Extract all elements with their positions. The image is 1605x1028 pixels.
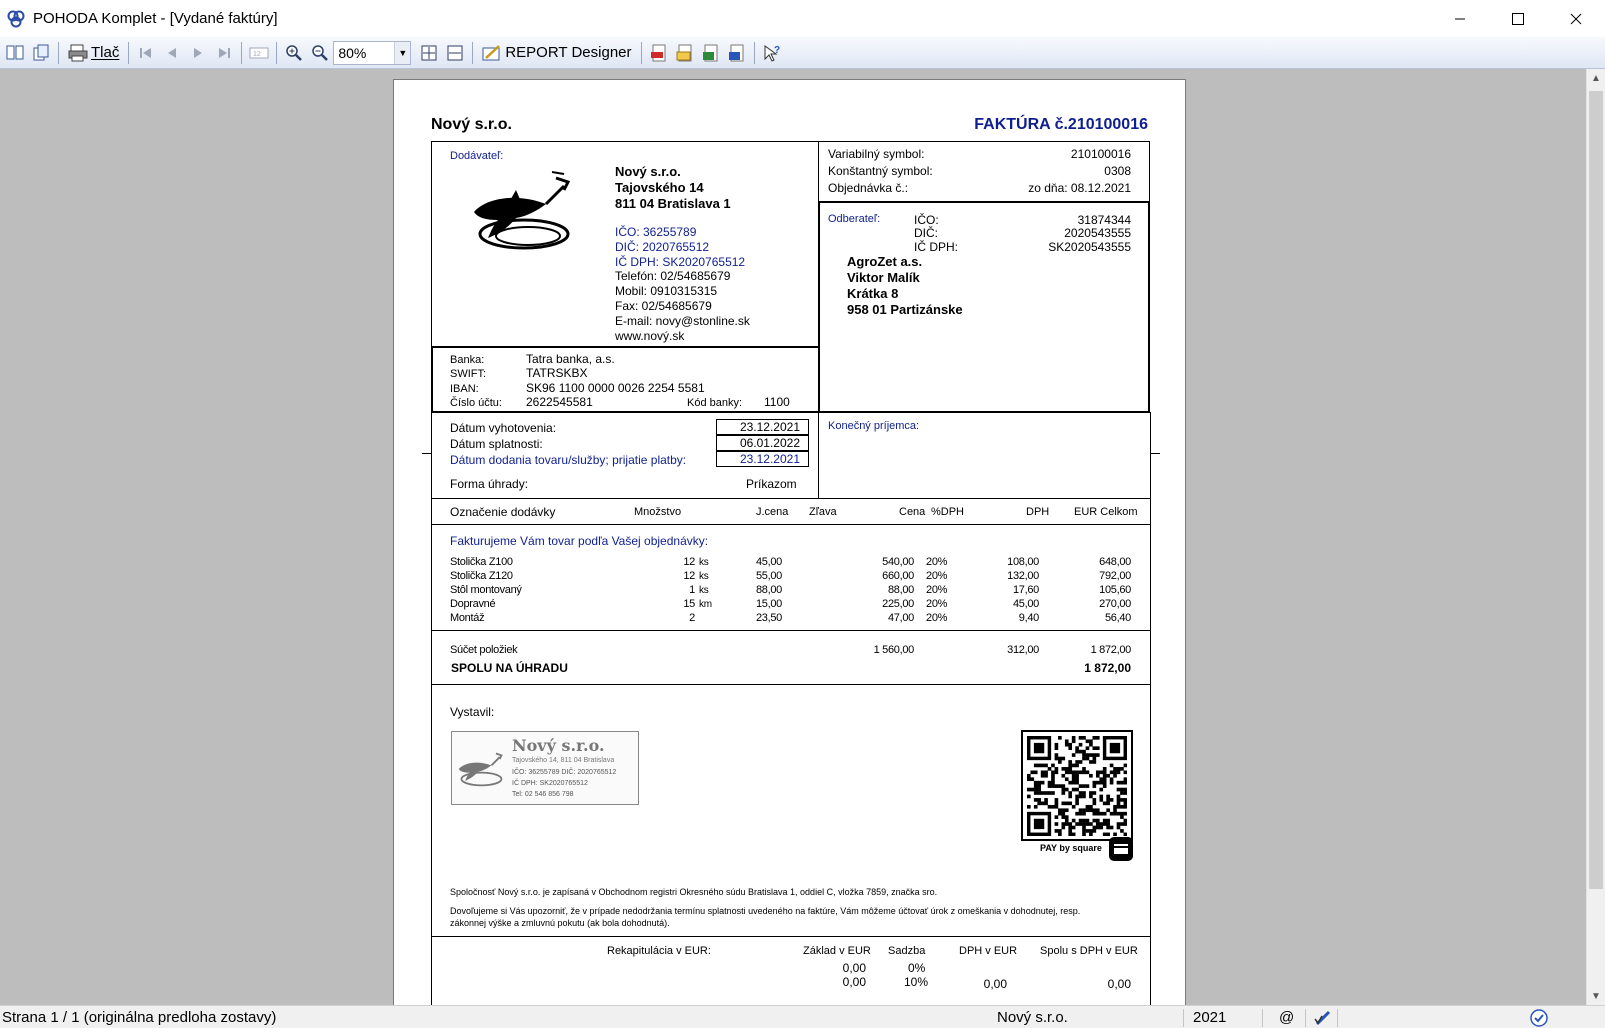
toolbar-separator bbox=[472, 42, 473, 64]
item-name: Stôl montovaný bbox=[450, 584, 522, 596]
variable-symbol-label: Variabilný symbol: bbox=[828, 147, 925, 161]
iban-value: SK96 1100 0000 0026 2254 5581 bbox=[526, 381, 705, 395]
stamp-ids: IČO: 36255789 DIČ: 2020765512 bbox=[512, 769, 617, 776]
qr-code-graphic bbox=[1027, 736, 1127, 836]
constant-symbol-value: 0308 bbox=[1104, 164, 1131, 178]
item-quantity: 15 bbox=[683, 598, 695, 610]
check-circle-icon bbox=[1529, 1008, 1549, 1028]
item-vat: 9,40 bbox=[1018, 612, 1039, 624]
account-value: 2622545581 bbox=[526, 395, 593, 409]
supplier-icdph: IČ DPH: SK2020765512 bbox=[615, 255, 746, 269]
chevron-down-icon[interactable]: ▼ bbox=[394, 42, 410, 64]
spreadsheet-icon bbox=[702, 44, 720, 62]
payment-method-value: Príkazom bbox=[746, 477, 797, 491]
recap-row2-total: 0,00 bbox=[1107, 977, 1131, 991]
customer-icdph: SK2020543555 bbox=[1048, 240, 1131, 254]
first-page-button[interactable] bbox=[134, 40, 158, 66]
bank-code-label: Kód banky: bbox=[687, 397, 743, 409]
bank-code-value: 1100 bbox=[764, 395, 790, 409]
customer-ico-label: IČO: bbox=[914, 213, 939, 227]
recap-col-vat: DPH v EUR bbox=[959, 945, 1018, 957]
recap-col-base: Základ v EUR bbox=[803, 945, 871, 957]
send-email-button[interactable] bbox=[673, 40, 697, 66]
item-price: 47,00 bbox=[887, 612, 914, 624]
column-unit-price: J.cena bbox=[756, 506, 789, 518]
status-year: 2021 bbox=[1193, 1009, 1227, 1026]
item-price: 540,00 bbox=[882, 556, 914, 568]
printer-icon bbox=[68, 44, 88, 62]
minimize-button[interactable] bbox=[1431, 0, 1489, 37]
report-viewer[interactable] bbox=[0, 69, 1586, 1005]
sum-label: Súčet položiek bbox=[450, 644, 518, 656]
item-price: 88,00 bbox=[887, 584, 914, 596]
item-vat: 45,00 bbox=[1012, 598, 1039, 610]
maximize-button[interactable] bbox=[1489, 0, 1547, 37]
fold-mark-right bbox=[1150, 453, 1160, 454]
dates-divider bbox=[818, 412, 819, 499]
toolbar-separator bbox=[641, 42, 642, 64]
pay-by-square-qr-code bbox=[1021, 730, 1133, 841]
pdf-icon bbox=[650, 44, 668, 62]
items-intro: Fakturujeme Vám tovar podľa Vašej objednávky: bbox=[450, 534, 709, 548]
delivery-date-value: 23.12.2021 bbox=[716, 451, 809, 467]
item-quantity: 12 bbox=[683, 570, 695, 582]
help-pointer-icon bbox=[762, 44, 782, 62]
item-quantity: 12 bbox=[683, 556, 695, 568]
column-price: Cena bbox=[899, 506, 926, 518]
column-vat: DPH bbox=[1026, 506, 1050, 518]
column-quantity: Množstvo bbox=[634, 506, 682, 518]
late-payment-note: Dovoľujeme si Vás upozorniť, že v prípade nedodržania termínu splatnosti uvedeného na faktúre, Vám môžeme účtovať úrok z omeškania v dohodnutej, resp. bbox=[450, 906, 1081, 916]
zoom-value: 80% bbox=[338, 44, 367, 61]
fit-width-icon bbox=[446, 44, 464, 62]
item-quantity: 1 bbox=[689, 584, 695, 596]
item-total: 792,00 bbox=[1099, 570, 1131, 582]
customer-ico: 31874344 bbox=[1077, 213, 1131, 227]
stamp-address: Tajovského 14, 811 04 Bratislava bbox=[512, 757, 615, 764]
item-quantity: 2 bbox=[689, 612, 695, 624]
account-label: Číslo účtu: bbox=[450, 397, 502, 409]
order-label: Objednávka č.: bbox=[828, 181, 909, 195]
item-name: Montáž bbox=[450, 612, 485, 624]
customer-name: AgroZet a.s. bbox=[847, 254, 923, 269]
pen-check-icon bbox=[1314, 1009, 1332, 1027]
zoom-in-icon bbox=[285, 44, 303, 62]
delivery-date-label: Dátum dodania tovaru/služby; prijatie platby: bbox=[450, 453, 687, 467]
zoom-out-button[interactable] bbox=[308, 40, 332, 66]
toolbar-separator bbox=[276, 42, 277, 64]
last-page-button[interactable] bbox=[212, 40, 236, 66]
document-tree-icon bbox=[6, 44, 24, 62]
toolbar-separator bbox=[128, 42, 129, 64]
column-total-eur: EUR Celkom bbox=[1074, 506, 1138, 518]
next-page-button[interactable] bbox=[186, 40, 210, 66]
maximize-icon bbox=[1512, 13, 1524, 25]
company-logo-dolphin bbox=[468, 168, 578, 256]
mail-icon bbox=[676, 44, 694, 62]
supplier-street: Tajovského 14 bbox=[615, 180, 704, 195]
stamp-name: Nový s.r.o. bbox=[512, 736, 605, 755]
sum-base: 1 560,00 bbox=[873, 644, 914, 656]
recap-row2-base: 0,00 bbox=[842, 975, 866, 989]
scroll-down-icon[interactable]: ▼ bbox=[1591, 990, 1601, 1002]
stamp-vat-id: IČ DPH: SK2020765512 bbox=[512, 780, 588, 787]
pohoda-app-icon bbox=[6, 9, 26, 29]
customer-dic-label: DIČ: bbox=[914, 226, 938, 240]
final-recipient-label: Konečný príjemca: bbox=[828, 420, 920, 432]
due-date-label: Dátum splatnosti: bbox=[450, 437, 543, 451]
item-unit-price: 55,00 bbox=[755, 570, 782, 582]
item-vat: 108,00 bbox=[1007, 556, 1039, 568]
toolbar-separator bbox=[58, 42, 59, 64]
recap-row1-rate: 0% bbox=[908, 961, 926, 975]
status-divider bbox=[1337, 1009, 1338, 1027]
minimize-icon bbox=[1454, 13, 1466, 25]
item-total: 56,40 bbox=[1104, 612, 1131, 624]
item-vat-rate: 20% bbox=[926, 612, 948, 624]
help-button[interactable] bbox=[760, 40, 784, 66]
recap-row2-rate: 10% bbox=[904, 975, 929, 989]
item-vat-rate: 20% bbox=[926, 570, 948, 582]
sum-total: 1 872,00 bbox=[1090, 644, 1131, 656]
pay-total-label: SPOLU NA ÚHRADU bbox=[451, 661, 568, 675]
issued-by-label: Vystavil: bbox=[450, 705, 495, 719]
previous-page-icon bbox=[164, 46, 180, 60]
toolbar bbox=[0, 37, 1605, 69]
variable-symbol-value: 210100016 bbox=[1070, 147, 1131, 161]
status-bar bbox=[0, 1005, 1605, 1028]
supplier-web: www.nový.sk bbox=[615, 329, 685, 343]
item-vat: 17,60 bbox=[1012, 584, 1039, 596]
status-company: Nový s.r.o. bbox=[997, 1009, 1068, 1026]
item-vat-rate: 20% bbox=[926, 598, 948, 610]
supplier-label: Dodávateľ: bbox=[450, 150, 504, 162]
customer-dic: 2020543555 bbox=[1064, 226, 1131, 240]
item-name: Dopravné bbox=[450, 598, 496, 610]
item-unit: ks bbox=[699, 585, 709, 596]
document-export-icon bbox=[728, 44, 746, 62]
scroll-up-icon[interactable]: ▲ bbox=[1591, 72, 1601, 84]
issue-date-label: Dátum vyhotovenia: bbox=[450, 421, 557, 435]
customer-city: 958 01 Partizánske bbox=[847, 302, 963, 317]
iban-label: IBAN: bbox=[450, 383, 479, 395]
supplier-name: Nový s.r.o. bbox=[615, 164, 681, 179]
swift-label: SWIFT: bbox=[450, 368, 487, 380]
item-unit-price: 15,00 bbox=[755, 598, 782, 610]
fold-mark-left bbox=[422, 453, 432, 454]
totals-divider bbox=[431, 630, 1151, 631]
toolbar-button-pages[interactable] bbox=[3, 40, 27, 66]
go-to-page-button[interactable] bbox=[247, 40, 271, 66]
header-company-name: Nový s.r.o. bbox=[431, 116, 512, 133]
item-vat-rate: 20% bbox=[926, 584, 948, 596]
due-date-value: 06.01.2022 bbox=[716, 435, 809, 451]
fit-width-button[interactable] bbox=[443, 40, 467, 66]
supplier-dic: DIČ: 2020765512 bbox=[615, 240, 710, 254]
report-designer-icon bbox=[482, 44, 502, 62]
pay-total-value: 1 872,00 bbox=[1084, 661, 1131, 675]
pay-by-square-card-icon bbox=[1109, 837, 1133, 861]
customer-icdph-label: IČ DPH: bbox=[914, 240, 959, 254]
item-unit: km bbox=[699, 599, 712, 610]
supplier-fax: Fax: 02/54685679 bbox=[615, 299, 712, 313]
stamp-phone: Tel: 02 546 856 798 bbox=[512, 791, 574, 798]
scroll-thumb[interactable] bbox=[1589, 91, 1603, 889]
item-unit: ks bbox=[699, 571, 709, 582]
supplier-city: 811 04 Bratislava 1 bbox=[615, 196, 731, 211]
status-ok-icon[interactable] bbox=[1529, 1006, 1549, 1028]
fit-page-icon bbox=[420, 44, 438, 62]
recap-row1-base: 0,00 bbox=[842, 961, 866, 975]
supplier-email: E-mail: novy@stonline.sk bbox=[615, 314, 750, 328]
supplier-mobile: Mobil: 0910315315 bbox=[615, 284, 718, 298]
svg-text:12: 12 bbox=[253, 50, 262, 58]
zoom-out-icon bbox=[311, 44, 329, 62]
bank-label: Banka: bbox=[450, 354, 485, 366]
close-button[interactable] bbox=[1547, 0, 1605, 37]
go-to-page-icon bbox=[249, 45, 269, 61]
status-divider bbox=[1262, 1009, 1263, 1027]
item-total: 270,00 bbox=[1099, 598, 1131, 610]
order-date: zo dňa: 08.12.2021 bbox=[1028, 181, 1131, 195]
constant-symbol-label: Konštantný symbol: bbox=[828, 164, 933, 178]
status-email-indicator[interactable]: @ bbox=[1279, 1009, 1295, 1026]
item-total: 648,00 bbox=[1099, 556, 1131, 568]
last-page-icon bbox=[216, 46, 232, 60]
item-unit-price: 45,00 bbox=[755, 556, 782, 568]
customer-person: Viktor Malík bbox=[847, 270, 920, 285]
status-divider bbox=[1183, 1009, 1184, 1027]
report-designer-label: REPORT Designer bbox=[505, 44, 632, 61]
column-vat-rate: %DPH bbox=[931, 506, 965, 518]
status-check-icon[interactable] bbox=[1314, 1006, 1332, 1028]
pay-by-square-label: PAY by square bbox=[1040, 843, 1102, 853]
item-name: Stolička Z100 bbox=[450, 556, 513, 568]
item-unit: ks bbox=[699, 557, 709, 568]
late-payment-note-continued: zákonnej výške a zmluvnú pokutu (ak bola dohodnutá). bbox=[450, 918, 670, 928]
print-button[interactable] bbox=[64, 40, 123, 66]
previous-page-button[interactable] bbox=[160, 40, 184, 66]
export-document-button[interactable] bbox=[725, 40, 749, 66]
close-icon bbox=[1570, 13, 1582, 25]
customer-street: Krátka 8 bbox=[847, 286, 899, 301]
invoice-title: FAKTÚRA č.210100016 bbox=[974, 116, 1148, 133]
item-price: 660,00 bbox=[882, 570, 914, 582]
print-label: Tlač bbox=[91, 44, 120, 61]
items-header-divider bbox=[431, 524, 1151, 525]
registration-note: Spoločnosť Nový s.r.o. je zapísaná v Obchodnom registri Okresného súdu Bratislava 1, oddiel C, vložka 7859, značka sro. bbox=[450, 887, 938, 897]
copy-pages-icon bbox=[32, 44, 50, 62]
item-name: Stolička Z120 bbox=[450, 570, 513, 582]
item-unit-price: 23,50 bbox=[755, 612, 782, 624]
item-vat-rate: 20% bbox=[926, 556, 948, 568]
export-excel-button[interactable] bbox=[699, 40, 723, 66]
vertical-scrollbar[interactable] bbox=[1586, 69, 1605, 1005]
status-divider bbox=[1305, 1009, 1306, 1027]
title-bar bbox=[0, 0, 1605, 37]
supplier-ico: IČO: 36255789 bbox=[615, 225, 697, 239]
customer-label: Odberateľ: bbox=[828, 213, 881, 225]
recap-label: Rekapitulácia v EUR: bbox=[607, 945, 711, 957]
sum-vat: 312,00 bbox=[1007, 644, 1039, 656]
toolbar-separator bbox=[241, 42, 242, 64]
item-price: 225,00 bbox=[882, 598, 914, 610]
svg-text:?: ? bbox=[773, 44, 780, 56]
company-stamp bbox=[451, 731, 639, 805]
item-vat: 132,00 bbox=[1007, 570, 1039, 582]
stamp-logo-dolphin bbox=[456, 746, 506, 792]
swift-value: TATRSKBX bbox=[526, 366, 588, 380]
recap-col-rate: Sadzba bbox=[888, 945, 926, 957]
column-designation: Označenie dodávky bbox=[450, 505, 556, 519]
bank-name: Tatra banka, a.s. bbox=[526, 352, 615, 366]
recap-col-total: Spolu s DPH v EUR bbox=[1040, 945, 1138, 957]
zoom-select[interactable] bbox=[333, 41, 411, 65]
payment-method-label: Forma úhrady: bbox=[450, 477, 529, 491]
toolbar-separator bbox=[754, 42, 755, 64]
item-unit-price: 88,00 bbox=[755, 584, 782, 596]
invoice-page bbox=[393, 79, 1186, 1005]
first-page-icon bbox=[138, 46, 154, 60]
toolbar-button-export[interactable] bbox=[29, 40, 53, 66]
report-designer-button[interactable] bbox=[478, 40, 635, 66]
supplier-phone: Telefón: 02/54685679 bbox=[615, 269, 731, 283]
zoom-in-button[interactable] bbox=[282, 40, 306, 66]
next-page-icon bbox=[190, 46, 206, 60]
column-discount: Zľava bbox=[809, 506, 837, 518]
window-title: POHODA Komplet - [Vydané faktúry] bbox=[33, 10, 278, 27]
fit-page-button[interactable] bbox=[417, 40, 441, 66]
issue-date-value: 23.12.2021 bbox=[716, 419, 809, 435]
item-total: 105,60 bbox=[1099, 584, 1131, 596]
recap-row2-vat: 0,00 bbox=[983, 977, 1007, 991]
status-page-info: Strana 1 / 1 (originálna predloha zostavy) bbox=[2, 1009, 277, 1026]
export-pdf-button[interactable] bbox=[647, 40, 671, 66]
